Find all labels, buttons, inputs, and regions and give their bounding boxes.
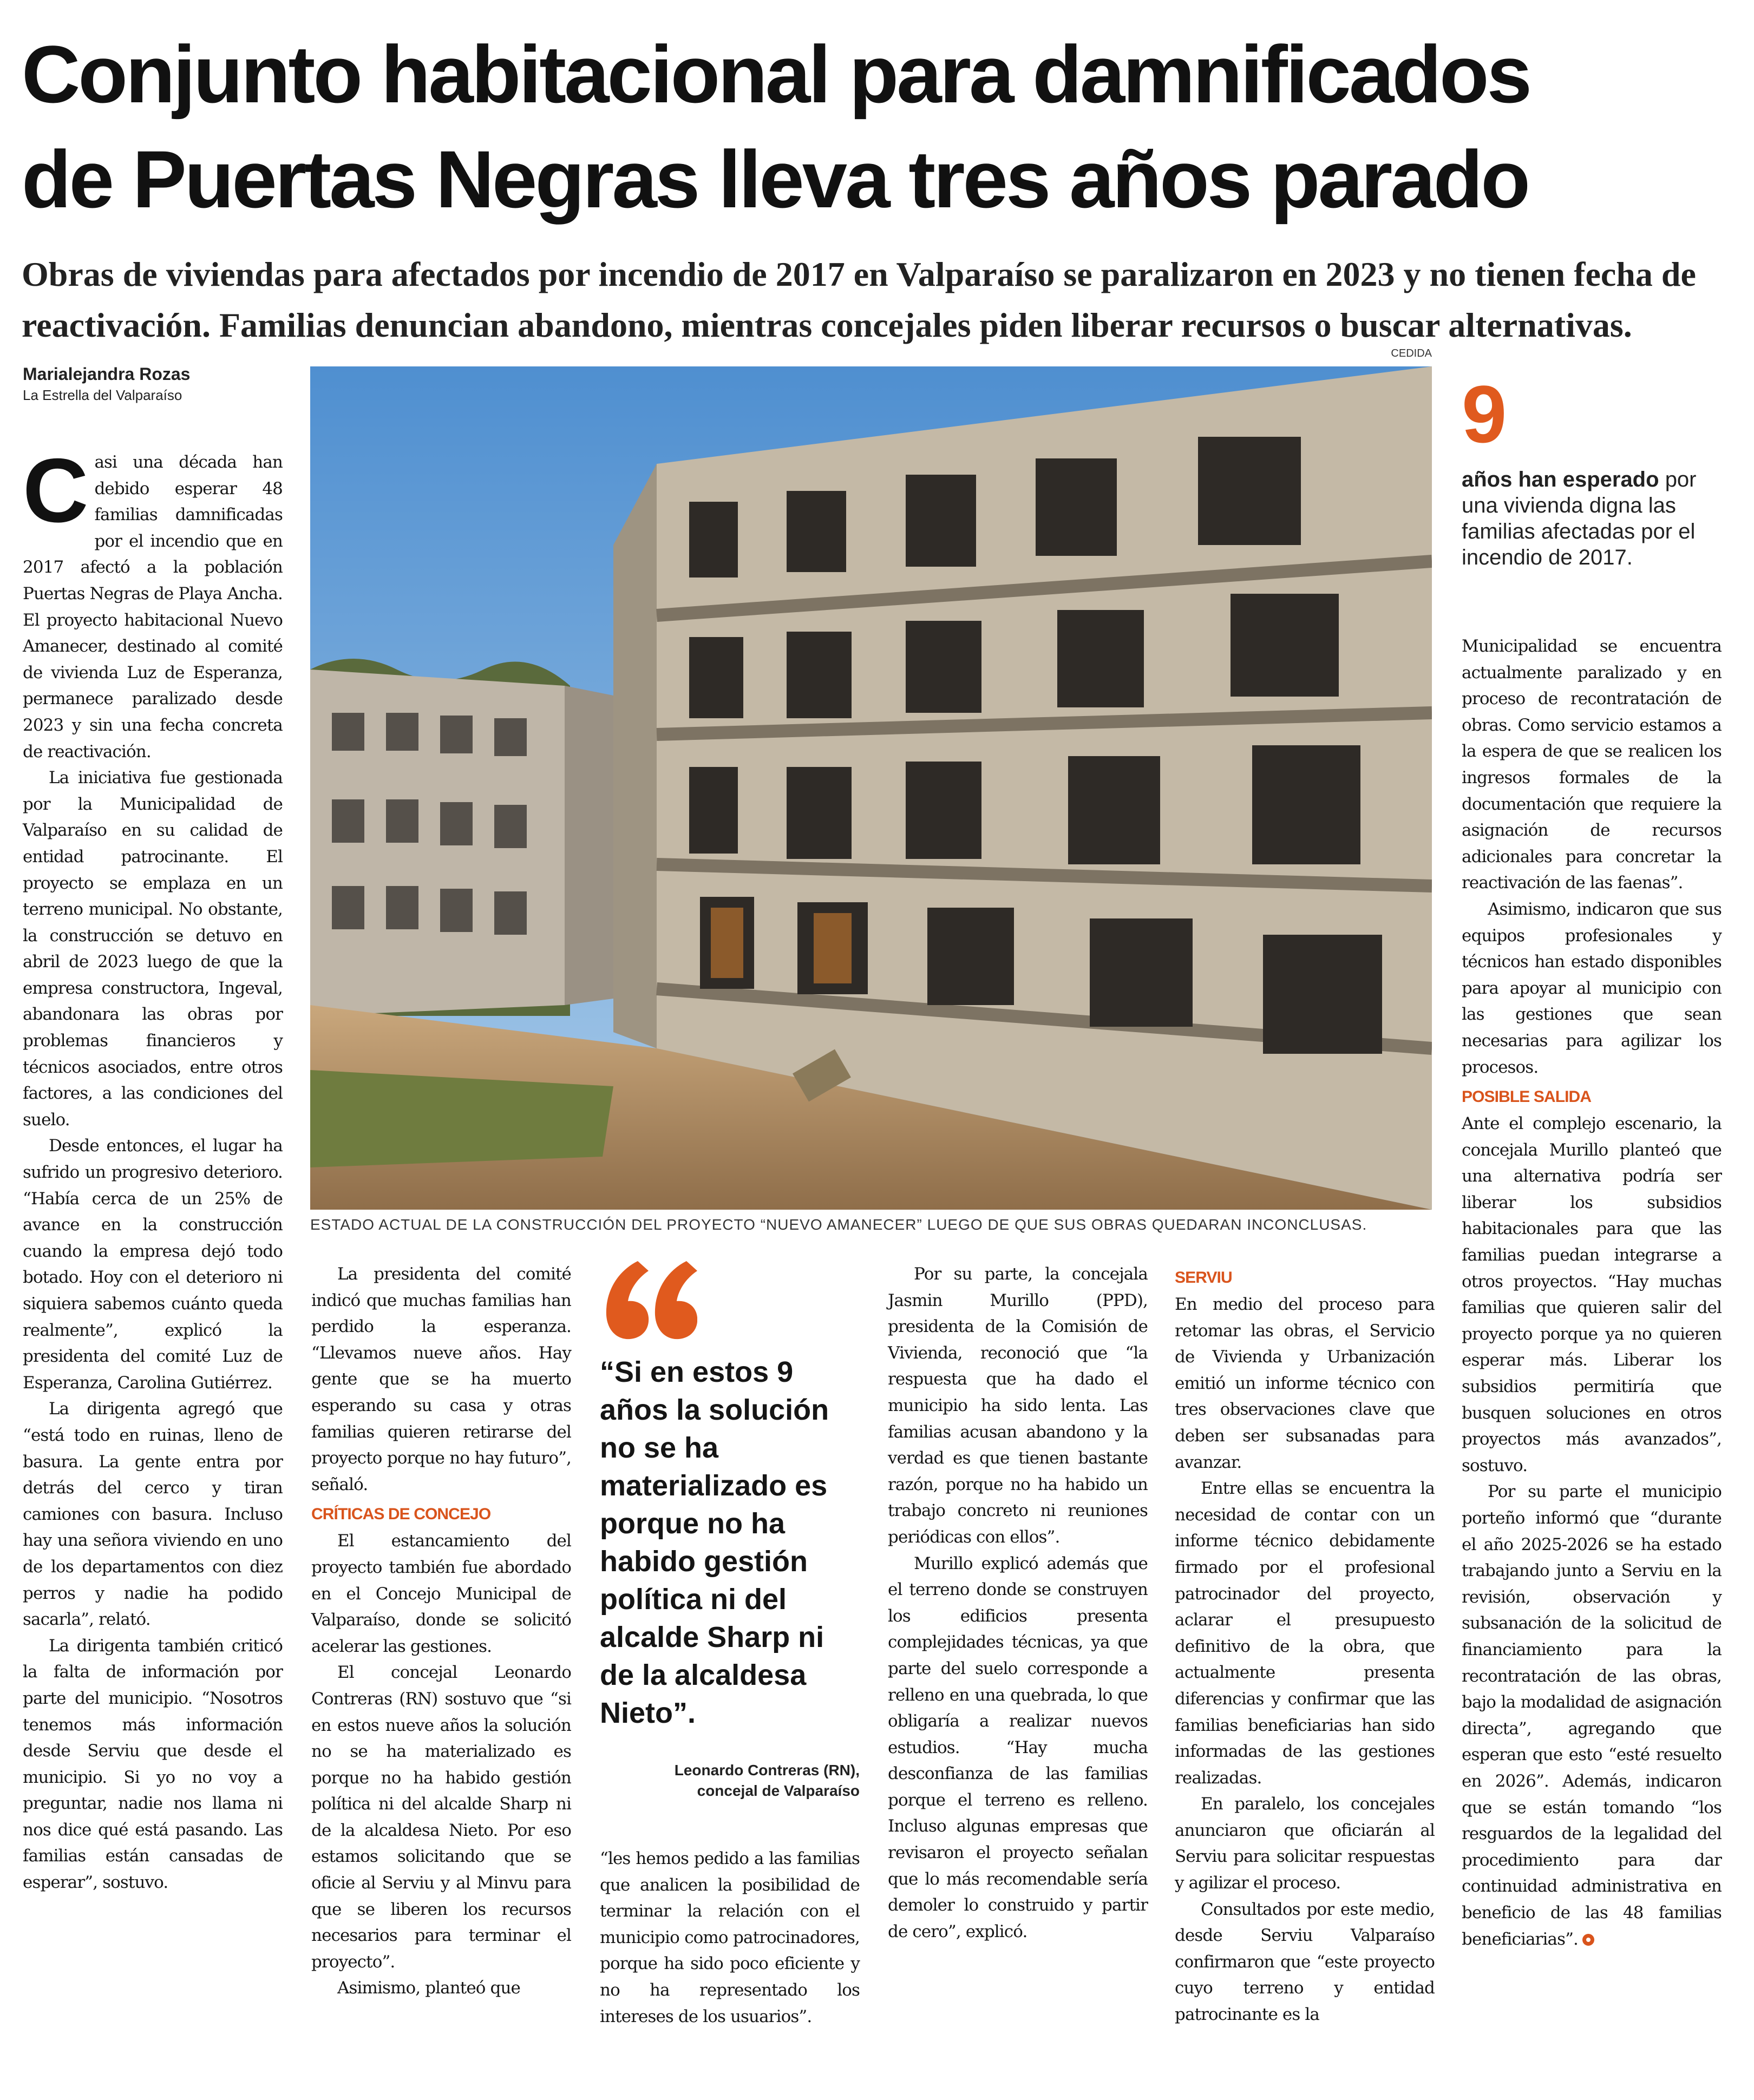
paragraph-text: asi una década han debido esperar 48 familias damnificadas por el incendio que en 2017 afectó a la población Puertas Negras de Playa Ancha. El proyecto habitacional Nuevo Amanecer, destinado al comité de vivienda Luz de Esperanza, permanece paralizado desde 2023 y sin una fecha concreta de reactivación.	[23, 452, 283, 762]
pull-quote	[600, 1250, 860, 1801]
stat-number: 9	[1462, 369, 1507, 460]
quote-mark-icon	[600, 1250, 860, 1342]
stat-rest: por una vivienda digna las familias afectadas por el incendio de 2017.	[1462, 468, 1697, 569]
paragraph: “les hemos pedido a las familias que analicen la posibilidad de terminar la relación con el municipio como patrocinadores, porque ha sido poco eficiente y no ha representado los intereses de los usuarios”.	[600, 1849, 860, 2026]
column-4	[888, 1261, 1148, 1945]
quote-attribution	[600, 1760, 860, 1801]
quote-author-role: concejal de Valparaíso	[697, 1782, 860, 1799]
byline-author: Marialejandra Rozas	[23, 364, 191, 384]
photo-caption: ESTADO ACTUAL DE LA CONSTRUCCIÓN DEL PROYECTO “NUEVO AMANECER” LUEGO DE QUE SUS OBRAS QUEDARAN INCONCLUSAS.	[310, 1216, 1367, 1233]
subhead-criticas: CRÍTICAS DE CONCEJO	[311, 1505, 491, 1524]
paragraph: Ante el complejo escenario, la concejala Murillo planteó que una alternativa podría ser liberar los subsidios habitacionales para que las familias puedan integrarse a otros proyectos. “Hay muchas familias que quieren salir del proyecto porque ya no quieren esperar más. Liberar los subsidios permitiría que busquen soluciones en otros proyectos más avanzados”, sostuvo.	[1462, 1114, 1722, 1475]
byline	[23, 363, 304, 405]
subhead-serviu: SERVIU	[1175, 1269, 1232, 1287]
paragraph	[23, 439, 283, 765]
stat-bold: años han esperado	[1462, 468, 1659, 491]
quote-author-name: Leonardo Contreras (RN),	[674, 1762, 860, 1779]
paragraph: Por su parte, la concejala Jasmin Murillo (PPD), presidenta de la Comisión de Vivienda, reconoció que “la respuesta que ha dado el municipio ha sido lenta. Las familias acusan abandono y la verdad es que tienen bastante razón, porque no ha habido un trabajo concreto ni reuniones periódicas con ellos”.	[888, 1264, 1148, 1547]
paragraph: Murillo explicó además que el terreno donde se construyen los edificios presenta complejidades técnicas, ya que parte del suelo corresponde a relleno en una quebrada, lo que obligaría a realizar nuevos estudios. “Hay mucha desconfianza de las familias porque el terreno es relleno. Incluso algunas empresas que revisaron el proyecto señalan que lo más recomendable sería demoler lo construido y partir de cero”, explicó.	[888, 1553, 1148, 1941]
subhead-posible-salida: POSIBLE SALIDA	[1462, 1088, 1592, 1106]
headline	[22, 22, 1732, 232]
paragraph: La iniciativa fue gestionada por la Municipalidad de Valparaíso en su calidad de entidad patrocinante. El proyecto se emplaza en un terreno municipal. No obstante, la construcción se detuvo en abril de 2023 luego de que la empresa constructora, Ingeval, abandonara las obras por problemas financieros y técnicos asociados, entre otros factores, a las condiciones del suelo.	[23, 768, 283, 1130]
paragraph: Asimismo, indicaron que sus equipos profesionales y técnicos han estado disponibles para apoyar al municipio con las gestiones que sean necesarias para agilizar los procesos.	[1462, 899, 1722, 1077]
paragraph: Asimismo, planteó que	[337, 1978, 520, 1998]
paragraph: Municipalidad se encuentra actualmente paralizado y en proceso de recontratación de obras. Como servicio estamos a la espera de que se realicen los ingresos formales de la documentación que requiere la asignación de recursos adicionales para concretar la reactivación de las faenas”.	[1462, 636, 1722, 893]
headline-line-1: Conjunto habitacional para damnificados	[22, 29, 1530, 120]
paragraph: El concejal Leonardo Contreras (RN) sostuvo que “si en estos nueve años la solución no se ha materializado es porque no ha habido gestión política ni del alcalde Sharp ni de la alcaldesa Nieto. Por eso estamos solicitando que se oficie al Serviu y al Minvu para que se liberen los recursos necesarios para terminar el proyecto”.	[311, 1663, 571, 1972]
photo-credit: CEDIDA	[1391, 347, 1432, 359]
paragraph: La dirigenta agregó que “está todo en ruinas, lleno de basura. La gente entra por detrás del cerco y tiran camiones con basura. Incluso hay una señora viviendo en uno de los departamentos con diez perros y nadie ha podido sacarla”, relató.	[23, 1399, 283, 1630]
headline-line-2: de Puertas Negras lleva tres años parado	[22, 134, 1528, 225]
column-5	[1175, 1261, 1435, 2028]
stat-highlight	[1462, 368, 1716, 570]
column-2	[311, 1261, 571, 2001]
deck: Obras de viviendas para afectados por incendio de 2017 en Valparaíso se paralizaron en 2023 y no tienen fecha de reactivación. Familias denuncian abandono, mientras concejales piden liberar recursos o buscar alternativas.	[22, 255, 1696, 344]
paragraph-text: Por su parte el municipio porteño informó que “durante el año 2025-2026 se ha estado trabajando junto a Serviu en la revisión, observación y subsanación de la solicitud de financiamiento para la recontratación de las obras, bajo la modalidad de asignación directa”, agregando que esperan que esto “esté resuelto en 2026”. Además, indicaron que se están tomando “los resguardos de la legalidad del procedimiento para dar continuidad administrativa en beneficio de las 48 familias beneficiarias”.	[1462, 1482, 1722, 1949]
paragraph: Entre ellas se encuentra la necesidad de contar con un informe técnico debidamente firmado por el profesional patrocinador del proyecto, aclarar el presupuesto definitivo de la obra, que actualmente presenta diferencias y confirmar que las familias beneficiarias han sido informadas de las gestiones realizadas.	[1175, 1479, 1435, 1788]
paragraph: Consultados por este medio, desde Serviu Valparaíso confirmaron que “este proyecto cuyo terreno y entidad patrocinante es la	[1175, 1899, 1435, 2025]
stat-text	[1462, 467, 1716, 570]
paragraph: El estancamiento del proyecto también fue abordado en el Concejo Municipal de Valparaíso, donde se solicitó acelerar las gestiones.	[311, 1531, 571, 1656]
byline-outlet: La Estrella del Valparaíso	[23, 387, 182, 403]
column-6	[1462, 633, 1722, 1952]
column-1	[23, 439, 283, 1896]
paragraph	[1462, 1479, 1722, 1952]
column-3	[600, 1846, 860, 2030]
paragraph: En medio del proceso para retomar las obras, el Servicio de Vivienda y Urbanización emitió un informe técnico con tres observaciones clave que deben ser subsanadas para avanzar.	[1175, 1295, 1435, 1472]
drop-cap: C	[23, 439, 88, 541]
paragraph: En paralelo, los concejales anunciaron que oficiarán al Serviu para solicitar respuestas y agilizar el proceso.	[1175, 1794, 1435, 1893]
paragraph: La dirigenta también criticó la falta de información por parte del municipio. “Nosotros tenemos más información desde Serviu que desde el municipio. Si yo no voy a preguntar, nadie nos llama ni nos dice qué está pasando. Las familias están cansadas de esperar”, sostuvo.	[23, 1636, 283, 1893]
paragraph: Desde entonces, el lugar ha sufrido un progresivo deterioro. “Había cerca de un 25% de avance en la construcción cuando la empresa dejó todo botado. Hoy con el deterioro ni siquiera sabemos cuánto queda realmente”, explicó la presidenta del comité Luz de Esperanza, Carolina Gutiérrez.	[23, 1136, 283, 1393]
building-ruins-photo	[310, 366, 1432, 1210]
end-mark-icon	[1582, 1934, 1594, 1946]
article-photo	[310, 366, 1432, 1210]
paragraph: La presidenta del comité indicó que muchas familias han perdido la esperanza. “Llevamos nueve años. Hay gente que se ha muerto esperando su casa y otras familias quieren retirarse del proyecto porque no hay futuro”, señaló.	[311, 1264, 571, 1494]
quote-text: “Si en estos 9 años la solución no se ha materializado es porque no ha habido gestión política ni del alcalde Sharp ni de la alcaldesa Nieto”.	[600, 1356, 829, 1729]
